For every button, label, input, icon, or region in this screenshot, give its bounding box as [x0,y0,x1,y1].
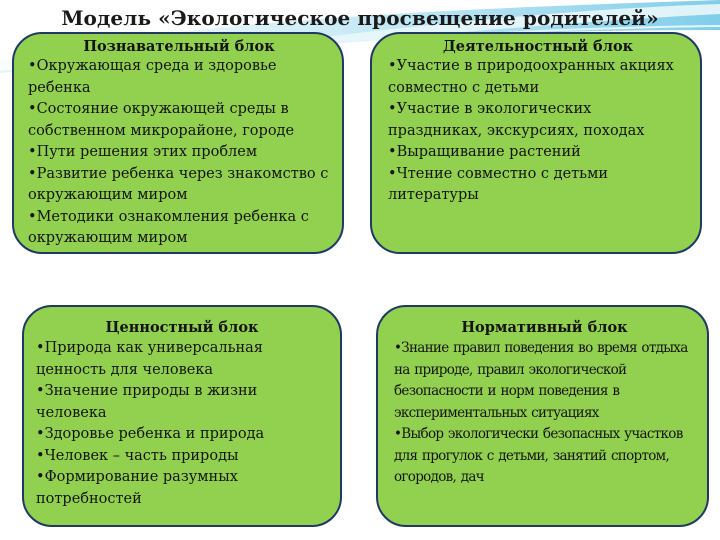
list-item: • Знание правил поведения во время отдыха на природе, правил экологической безопасности и норм поведения в экспериментальных ситуациях [394,338,695,424]
block-title: Деятельностный блок [442,38,634,55]
list-item: • Формирование разумных потребностей [36,467,328,510]
block-items [36,338,328,510]
list-item: • Методики ознакомления ребенка с окружающим миром [28,207,330,250]
normative-block [376,305,709,527]
list-item: • Развитие ребенка через знакомство с окружающим миром [28,164,330,207]
list-item: • Участие в экологических праздниках, экскурсиях, походах [388,99,688,142]
block-items [28,56,330,250]
list-item: • Участие в природоохранных акциях совместно с детьми [388,56,688,99]
slide-title: Модель «Экологическое просвещение родителей» [61,6,659,30]
block-items [394,338,695,489]
block-title: Ценностный блок [105,319,259,336]
value-block [22,305,342,527]
list-item: • Окружающая среда и здоровье ребенка [28,56,330,99]
list-item: • Природа как универсальная ценность для человека [36,338,328,381]
list-item: • Пути решения этих проблем [28,142,330,164]
block-title: Познавательный блок [83,38,275,55]
list-item: • Значение природы в жизни человека [36,381,328,424]
activity-block [370,32,702,254]
list-item: • Выбор экологически безопасных участков для прогулок с детьми, занятий спортом, огородов, дач [394,424,695,489]
cognitive-block [12,32,344,254]
list-item: • Человек – часть природы [36,446,328,468]
list-item: • Чтение совместно с детьми литературы [388,164,688,207]
list-item: • Выращивание растений [388,142,688,164]
block-title: Нормативный блок [461,319,628,336]
list-item: • Состояние окружающей среды в собственном микрорайоне, городе [28,99,330,142]
list-item: • Здоровье ребенка и природа [36,424,328,446]
block-items [388,56,688,207]
